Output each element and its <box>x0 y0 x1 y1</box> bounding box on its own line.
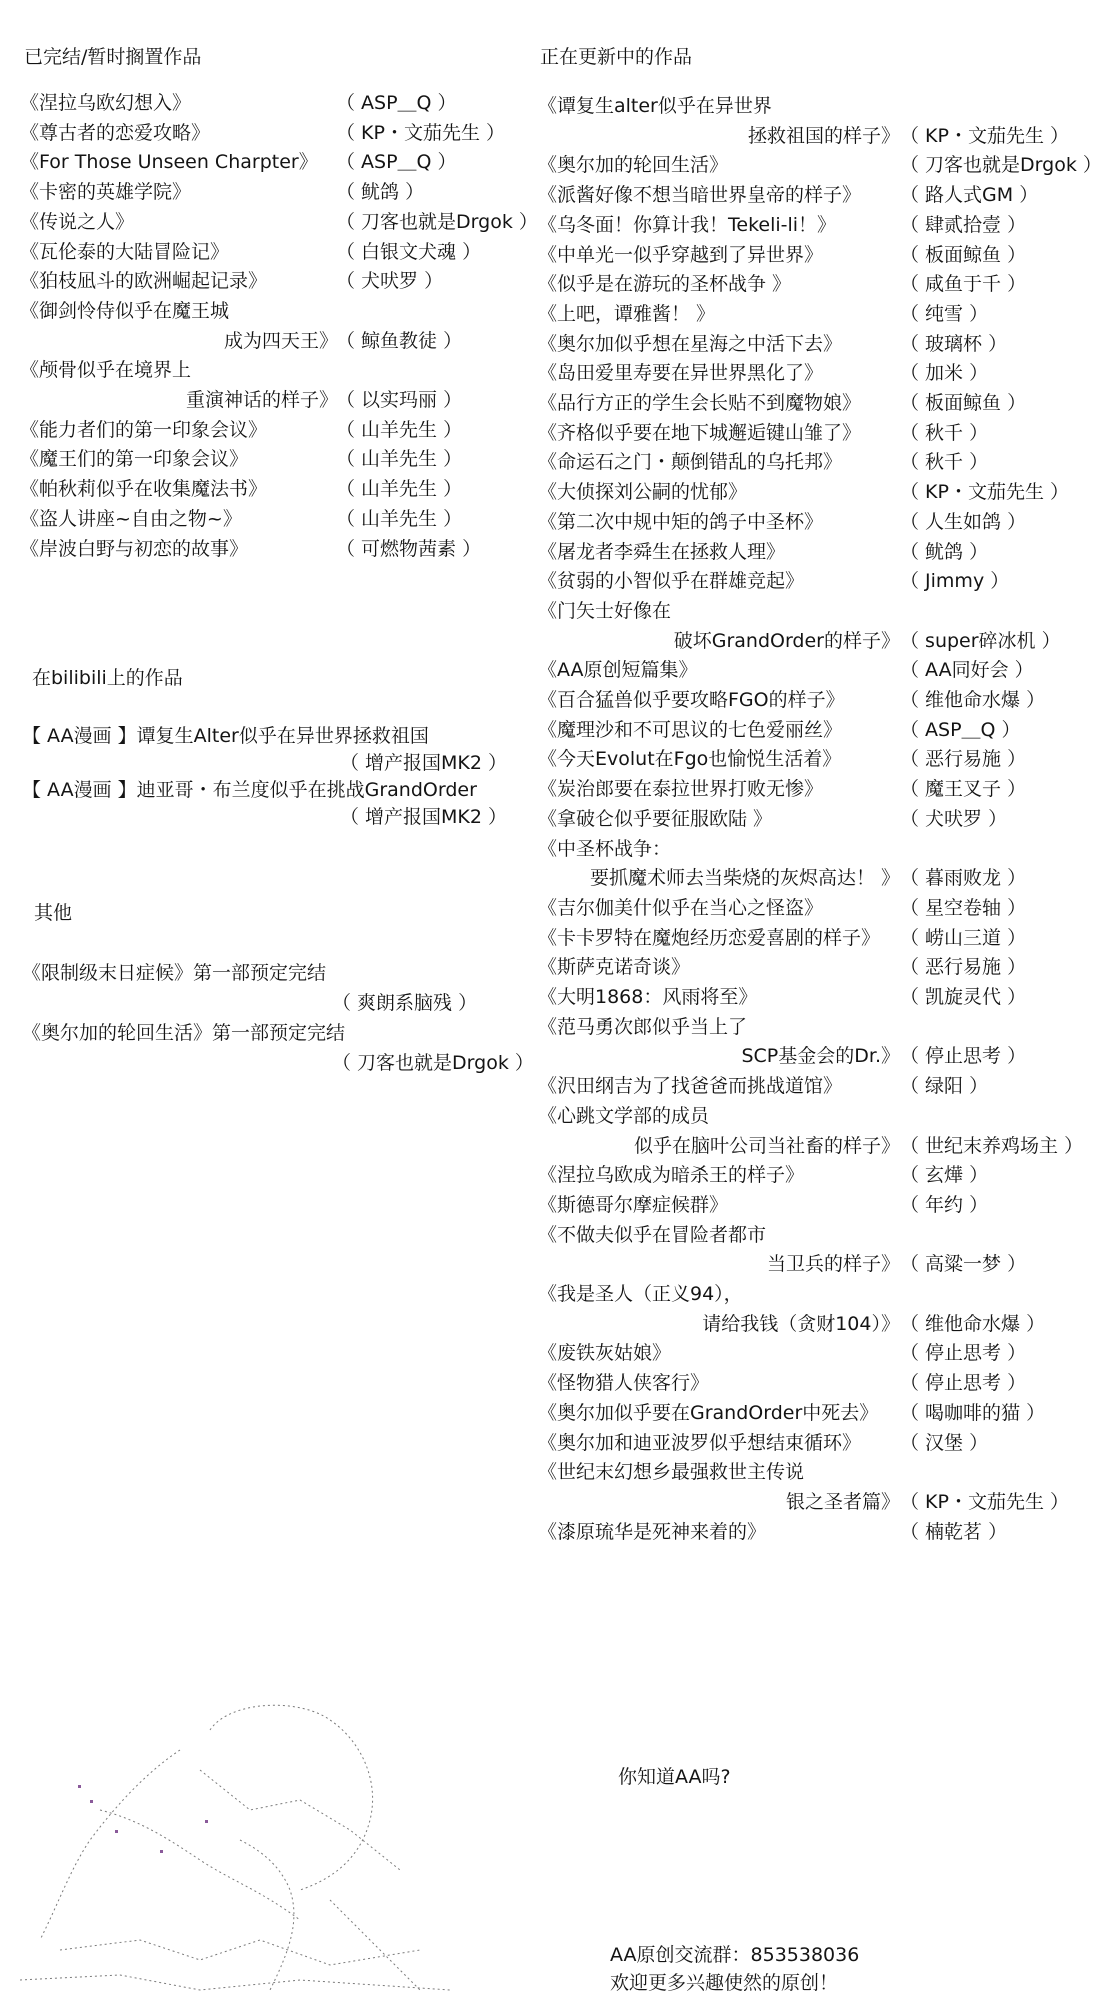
bilibili-heading: 在bilibili上的作品 <box>32 667 183 689</box>
work-author: （ 加米 ） <box>900 362 989 385</box>
work-author: （ KP・文茄先生 ） <box>900 1490 1069 1513</box>
work-author: （ 鱿鸽 ） <box>336 181 425 204</box>
work-title: 《御剑怜侍似乎在魔王城 <box>20 299 230 322</box>
work-author: （ 可燃物茜素 ） <box>336 537 482 560</box>
work-title: 《魔理沙和不可思议的七色爱丽丝》 <box>538 718 843 741</box>
work-author: （ 恶行易施 ） <box>900 956 1027 979</box>
work-title: 《第二次中规中矩的鸽子中圣杯》 <box>538 510 824 533</box>
bilibili-author: （ 增产报国MK2 ） <box>340 752 508 774</box>
work-title: 《派酱好像不想当暗世界皇帝的样子》 <box>538 184 862 207</box>
work-title: 《吉尔伽美什似乎在当心之怪盗》 <box>538 896 824 919</box>
work-author: （ 肆贰拾壹 ） <box>900 213 1027 236</box>
work-title-cont: 要抓魔术师去当柴烧的灰烬高达！ 》 <box>589 867 900 890</box>
work-author: （ ASP＿Q ） <box>336 92 457 114</box>
ascii-art-illustration <box>0 1690 470 2000</box>
work-title: 《贫弱的小智似乎在群雄竞起》 <box>538 570 805 593</box>
work-author: （ super碎冰机 ） <box>900 629 1061 652</box>
work-author: （ 纯雪 ） <box>900 302 989 325</box>
work-author: （ Jimmy ） <box>900 570 1010 593</box>
work-title: 《斯萨克诺奇谈》 <box>538 956 691 979</box>
work-author: （ 咸鱼于千 ） <box>900 273 1027 296</box>
updating-heading: 正在更新中的作品 <box>540 46 693 68</box>
completed-heading: 已完结/暂时搁置作品 <box>24 46 202 68</box>
work-title: 《涅拉乌欧成为暗杀王的样子》 <box>538 1164 805 1187</box>
work-author: （ 鲸鱼教徒 ） <box>336 329 463 352</box>
work-author: （ 秋千 ） <box>900 451 989 474</box>
work-author: （ 白银文犬魂 ） <box>336 240 482 263</box>
work-title: 《齐格似乎要在地下城邂逅键山雏了》 <box>538 421 862 444</box>
work-title: 《似乎是在游玩的圣杯战争 》 <box>538 273 792 296</box>
work-author: （ 路人式GM ） <box>900 184 1039 207</box>
work-title: 《百合猛兽似乎要攻略FGO的样子》 <box>538 689 845 711</box>
work-author: （ 刀客也就是Drgok ） <box>336 210 538 233</box>
work-title: 《瓦伦泰的大陆冒险记》 <box>20 240 230 263</box>
work-title-cont: 重演神话的样子》 <box>185 389 338 411</box>
work-author: （ ASP＿Q ） <box>900 718 1021 741</box>
work-author: （ 高粱一梦 ） <box>900 1253 1027 1276</box>
work-title: 《传说之人》 <box>20 210 135 233</box>
work-title: 《盗人讲座~自由之物~》 <box>20 507 242 530</box>
work-title: 《不做夫似乎在冒险者都市 <box>538 1223 767 1246</box>
work-author: （ 山羊先生 ） <box>336 448 463 471</box>
work-title: 《废铁灰姑娘》 <box>538 1342 672 1365</box>
work-title-cont: 拯救祖国的样子》 <box>747 124 900 147</box>
work-title: 《奥尔加似乎要在GrandOrder中死去》 <box>538 1401 879 1424</box>
work-author: （ 山羊先生 ） <box>336 418 463 441</box>
work-title: 《颅骨似乎在境界上 <box>20 359 192 382</box>
work-title: 《奥尔加似乎想在星海之中活下去》 <box>538 332 843 355</box>
work-author: （ KP・文茄先生 ） <box>900 481 1069 504</box>
work-title: 《帕秋莉似乎在收集魔法书》 <box>20 478 268 501</box>
aa-welcome: 欢迎更多兴趣使然的原创！ <box>610 1972 839 1994</box>
other-title: 《限制级末日症候》第一部预定完结 <box>22 962 327 984</box>
work-author: （ 汉堡 ） <box>900 1431 989 1454</box>
work-title-cont: 请给我钱（贪财104）》 <box>702 1312 900 1335</box>
work-author: （ 楠乾茗 ） <box>900 1520 1008 1543</box>
bilibili-title: 【 AA漫画 】谭复生Alter似乎在异世界拯救祖国 <box>22 725 429 747</box>
work-author: （ 犬吠罗 ） <box>900 807 1008 830</box>
work-title: 《大侦探刘公嗣的忧郁》 <box>538 481 748 504</box>
work-title: 《怪物猎人侠客行》 <box>538 1372 710 1395</box>
work-author: （ 星空卷轴 ） <box>900 896 1027 919</box>
work-title: 《AA原创短篇集》 <box>538 659 698 682</box>
work-title: 《命运石之门・颠倒错乱的乌托邦》 <box>538 451 843 474</box>
work-author: （ 崂山三道 ） <box>900 926 1027 949</box>
other-title: 《奥尔加的轮回生活》第一部预定完结 <box>22 1022 346 1044</box>
work-title: 《拿破仑似乎要征服欧陆 》 <box>538 807 773 830</box>
work-author: （ 板面鲸鱼 ） <box>900 243 1027 266</box>
work-title: 《门矢士好像在 <box>538 599 672 622</box>
work-author: （ 恶行易施 ） <box>900 748 1027 771</box>
work-author: （ 鱿鸽 ） <box>900 540 989 563</box>
work-author: （ 喝咖啡的猫 ） <box>900 1401 1046 1424</box>
work-title: 《岛田爱里寿要在异世界黑化了》 <box>538 362 824 385</box>
work-title: 《奥尔加的轮回生活》 <box>538 154 729 177</box>
work-author: （ 停止思考 ） <box>900 1045 1027 1068</box>
work-title: 《魔王们的第一印象会议》 <box>20 448 249 471</box>
work-title: 《范马勇次郎似乎当上了 <box>538 1015 748 1038</box>
work-title: 《涅拉乌欧幻想入》 <box>20 92 192 114</box>
work-title: 《屠龙者李舜生在拯救人理》 <box>538 540 786 563</box>
work-author: （ 魔王叉子 ） <box>900 778 1027 801</box>
work-author: （ 玄燁 ） <box>900 1164 989 1187</box>
work-title: 《For Those Unseen Charpter》 <box>20 151 318 174</box>
work-title: 《今天Evolut在Fgo也愉悦生活着》 <box>538 748 842 771</box>
work-title: 《品行方正的学生会长贴不到魔物娘》 <box>538 392 862 414</box>
work-author: （ ASP＿Q ） <box>336 151 457 174</box>
work-author: （ 犬吠罗 ） <box>336 270 444 293</box>
work-title: 《岸波白野与初恋的故事》 <box>20 537 249 560</box>
work-author: （ 秋千 ） <box>900 421 989 444</box>
work-title-cont: 似乎在脑叶公司当社畜的样子》 <box>633 1134 900 1157</box>
aa-group-number: AA原创交流群：853538036 <box>610 1944 860 1966</box>
work-title: 《尊古者的恋爱攻略》 <box>20 121 211 144</box>
work-title: 《世纪末幻想乡最强救世主传说 <box>538 1461 805 1484</box>
work-author: （ 暮雨败龙 ） <box>900 867 1027 890</box>
work-author: （ 玻璃杯 ） <box>900 332 1008 355</box>
work-author: （ 绿阳 ） <box>900 1075 989 1098</box>
work-author: （ 刀客也就是Drgok ） <box>900 154 1102 177</box>
work-author: （ 停止思考 ） <box>900 1342 1027 1365</box>
work-title: 《奥尔加和迪亚波罗似乎想结束循环》 <box>538 1431 862 1454</box>
work-title: 《中圣杯战争： <box>538 837 672 860</box>
work-title-cont: 成为四天王》 <box>223 329 338 352</box>
work-title: 《谭复生alter似乎在异世界 <box>538 95 772 117</box>
work-author: （ KP・文茄先生 ） <box>900 124 1069 147</box>
work-author: （ 山羊先生 ） <box>336 507 463 530</box>
work-title-cont: SCP基金会的Dr.》 <box>741 1045 900 1068</box>
work-author: （ 人生如鸽 ） <box>900 510 1027 533</box>
work-title-cont: 破坏GrandOrder的样子》 <box>673 629 900 652</box>
work-title-cont: 银之圣者篇》 <box>785 1490 900 1513</box>
work-author: （ 板面鲸鱼 ） <box>900 392 1027 414</box>
work-title: 《能力者们的第一印象会议》 <box>20 418 268 441</box>
other-author: （ 爽朗系脑残 ） <box>332 992 478 1014</box>
work-title: 《卡卡罗特在魔炮经历恋爱喜剧的样子》 <box>538 926 881 949</box>
work-author: （ 以实玛丽 ） <box>336 389 463 411</box>
work-author: （ 凯旋灵代 ） <box>900 986 1027 1008</box>
work-author: （ 维他命水爆 ） <box>900 689 1046 711</box>
work-title: 《我是圣人（正义94）， <box>538 1283 743 1305</box>
work-title: 《卡密的英雄学院》 <box>20 181 192 204</box>
work-title: 《上吧，谭雅酱！ 》 <box>538 302 716 325</box>
work-title: 《乌冬面！你算计我！Tekeli-li！》 <box>538 213 837 236</box>
other-heading: 其他 <box>34 902 73 924</box>
work-title: 《斯德哥尔摩症候群》 <box>538 1193 729 1216</box>
work-title: 《中单光一似乎穿越到了异世界》 <box>538 243 824 266</box>
work-author: （ 停止思考 ） <box>900 1372 1027 1395</box>
work-author: （ KP・文茄先生 ） <box>336 121 505 144</box>
bilibili-author: （ 增产报国MK2 ） <box>340 806 508 828</box>
work-title: 《狛枝凪斗的欧洲崛起记录》 <box>20 270 268 293</box>
aa-question: 你知道AA吗? <box>618 1766 731 1788</box>
work-author: （ 山羊先生 ） <box>336 478 463 501</box>
other-author: （ 刀客也就是Drgok ） <box>332 1052 534 1074</box>
work-title: 《漆原琉华是死神来着的》 <box>538 1520 767 1543</box>
work-author: （ 维他命水爆 ） <box>900 1312 1046 1335</box>
work-author: （ 年约 ） <box>900 1193 989 1216</box>
bilibili-title: 【 AA漫画 】迪亚哥・布兰度似乎在挑战GrandOrder <box>22 779 477 801</box>
work-author: （ 世纪末养鸡场主 ） <box>900 1134 1084 1157</box>
work-title: 《大明1868：风雨将至》 <box>538 986 758 1008</box>
work-title: 《炭治郎要在泰拉世界打败无惨》 <box>538 778 824 801</box>
work-title-cont: 当卫兵的样子》 <box>766 1253 900 1276</box>
work-title: 《心跳文学部的成员 <box>538 1104 710 1127</box>
work-title: 《沢田纲吉为了找爸爸而挑战道馆》 <box>538 1075 843 1098</box>
work-author: （ AA同好会 ） <box>900 659 1034 682</box>
